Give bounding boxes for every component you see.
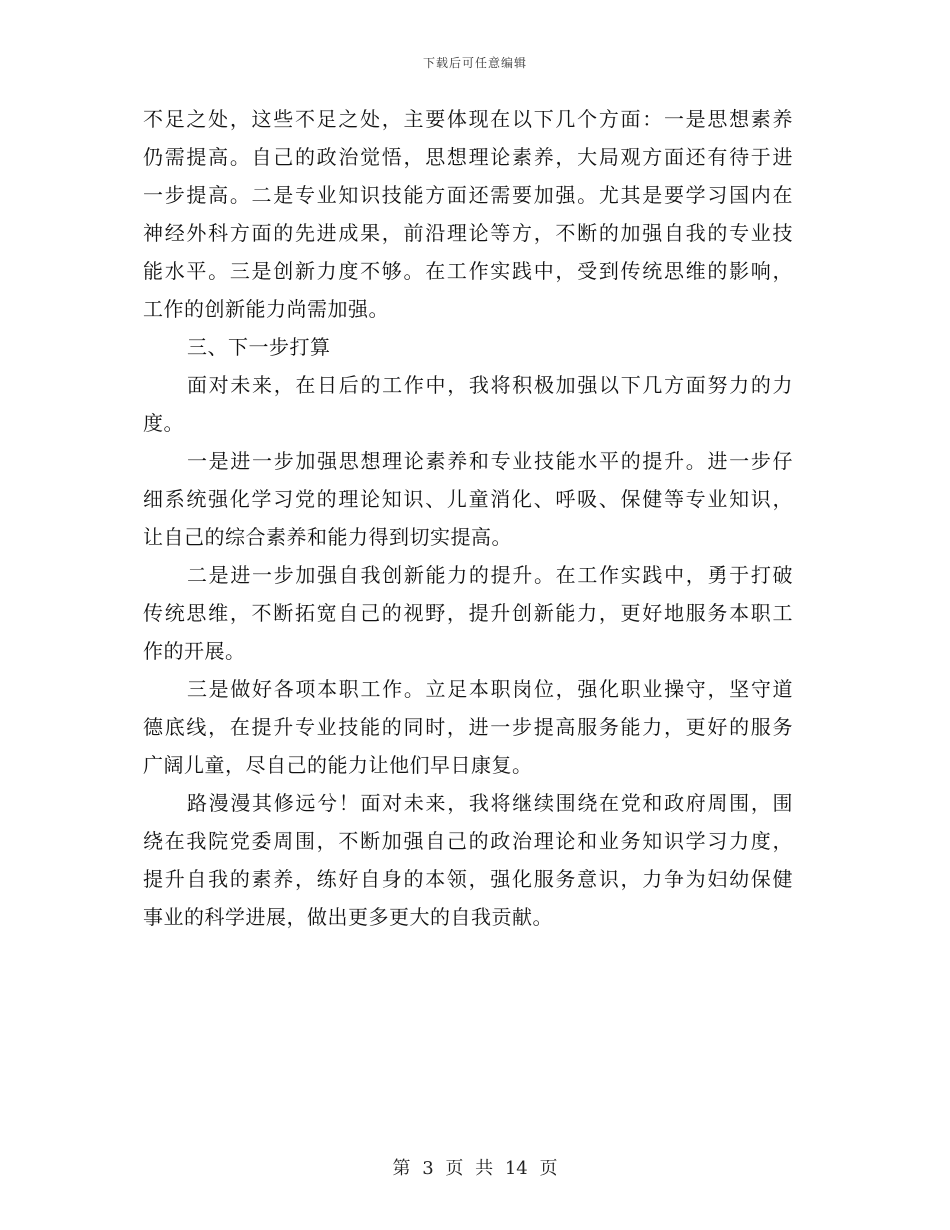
text-line: 作的开展。 (143, 639, 246, 663)
text-line: 面对未来，在日后的工作中，我将积极加强以下几方面努力的力 (187, 373, 793, 397)
text-line: 能水平。三是创新力度不够。在工作实践中，受到传统思维的影响， (143, 259, 793, 283)
text-line: 事业的科学进展，做出更多更大的自我贡献。 (143, 905, 553, 929)
text-line: 仍需提高。自己的政治觉悟，思想理论素养，大局观方面还有待于进 (143, 145, 793, 169)
text-line: 绕在我院党委周围，不断加强自己的政治理论和业务知识学习力度， (143, 829, 793, 853)
text-line: 一步提高。二是专业知识技能方面还需要加强。尤其是要学习国内在 (143, 183, 793, 207)
text-line: 广阔儿童，尽自己的能力让他们早日康复。 (143, 753, 533, 777)
text-line: 三是做好各项本职工作。立足本职岗位，强化职业操守，坚守道 (187, 677, 793, 701)
text-line: 一是进一步加强思想理论素养和专业技能水平的提升。进一步仔 (187, 449, 793, 473)
text-line: 让自己的综合素养和能力得到切实提高。 (143, 525, 512, 549)
text-line: 细系统强化学习党的理论知识、儿童消化、呼吸、保健等专业知识， (143, 487, 793, 511)
text-line: 提升自我的素养，练好自身的本领，强化服务意识，力争为妇幼保健 (143, 867, 793, 891)
paragraph-7 (143, 784, 793, 936)
text-line: 工作的创新能力尚需加强。 (143, 297, 389, 321)
text-line: 二是进一步加强自我创新能力的提升。在工作实践中，勇于打破 (187, 563, 793, 587)
paragraph-6 (143, 670, 793, 784)
paragraph-1 (143, 100, 793, 328)
text-line: 德底线，在提升专业技能的同时，进一步提高服务能力，更好的服务 (143, 715, 793, 739)
text-line: 度。 (143, 411, 184, 435)
paragraph-4 (143, 442, 793, 556)
text-line: 路漫漫其修远兮！面对未来，我将继续围绕在党和政府周围，围 (187, 791, 793, 815)
paragraph-5 (143, 556, 793, 670)
text-line: 传统思维，不断拓宽自己的视野，提升创新能力，更好地服务本职工 (143, 601, 793, 625)
section-heading (143, 328, 793, 366)
text-line: 神经外科方面的先进成果，前沿理论等方，不断的加强自我的专业技 (143, 221, 793, 245)
page-header: 下载后可任意编辑 (422, 56, 527, 70)
paragraph-3 (143, 366, 793, 442)
section-heading-text: 三、下一步打算 (187, 335, 331, 359)
document-body (143, 100, 793, 936)
text-line: 不足之处，这些不足之处，主要体现在以下几个方面：一是思想素养 (143, 107, 793, 131)
page-number-footer: 第 3 页 共 14 页 (392, 1158, 558, 1179)
